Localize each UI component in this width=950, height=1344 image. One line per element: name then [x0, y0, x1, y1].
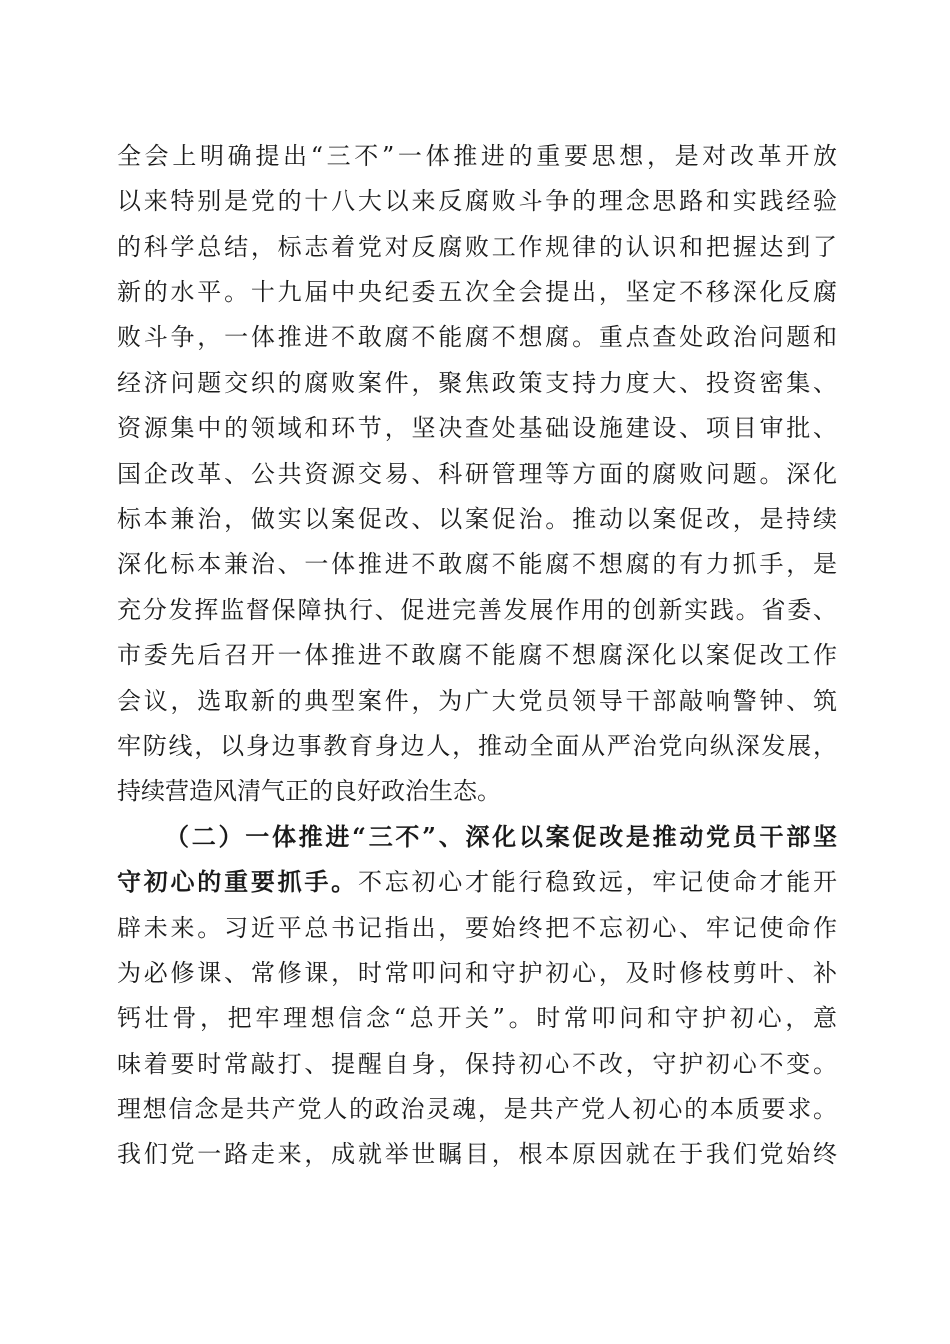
- body-text-line: 会议，选取新的典型案件，为广大党员领导干部敲响警钟、筑: [117, 687, 837, 715]
- body-text-line: 市委先后召开一体推进不敢腐不能腐不想腐深化以案促改工作: [117, 641, 837, 669]
- section-heading-text-end: 守初心的重要抓手。: [117, 867, 358, 896]
- body-text-line: 新的水平。十九届中央纪委五次全会提出，坚定不移深化反腐: [117, 278, 837, 306]
- body-text-line: 资源集中的领域和环节，坚决查处基础设施建设、项目审批、: [117, 414, 837, 442]
- body-text-line: 牢防线，以身边事教育身边人，推动全面从严治党向纵深发展，: [117, 732, 837, 760]
- body-text-line: 持续营造风清气正的良好政治生态。: [117, 777, 501, 805]
- section-heading-line: [165, 817, 837, 857]
- body-text-line: 标本兼治，做实以案促改、以案促治。推动以案促改，是持续: [117, 505, 837, 533]
- section-heading-continuation-line: [117, 862, 837, 902]
- body-text-line: 辟未来。习近平总书记指出，要始终把不忘初心、牢记使命作: [117, 914, 837, 942]
- body-text-line: 经济问题交织的腐败案件，聚焦政策支持力度大、投资密集、: [117, 369, 837, 397]
- body-text-line: 以来特别是党的十八大以来反腐败斗争的理念思路和实践经验: [117, 187, 837, 215]
- section-heading-text: （二）一体推进“三不”、深化以案促改是推动党员干部坚: [165, 822, 837, 851]
- body-text-line: 我们党一路走来，成就举世瞩目，根本原因就在于我们党始终: [117, 1140, 837, 1168]
- body-text-line: 为必修课、常修课，时常叩问和守护初心，及时修枝剪叶、补: [117, 959, 837, 987]
- body-text-line: 全会上明确提出“三不”一体推进的重要思想，是对改革开放: [117, 142, 837, 170]
- body-text-line: 理想信念是共产党人的政治灵魂，是共产党人初心的本质要求。: [117, 1095, 837, 1123]
- body-text-line: 钙壮骨，把牢理想信念“总开关”。时常叩问和守护初心，意: [117, 1004, 837, 1032]
- body-text-line: 深化标本兼治、一体推进不敢腐不能腐不想腐的有力抓手，是: [117, 550, 837, 578]
- body-text-line: 的科学总结，标志着党对反腐败工作规律的认识和把握达到了: [117, 233, 837, 261]
- section-body-text: 不忘初心才能行稳致远，牢记使命才能开: [357, 868, 838, 896]
- body-text-line: 败斗争，一体推进不敢腐不能腐不想腐。重点查处政治问题和: [117, 323, 837, 351]
- body-text-line: 充分发挥监督保障执行、促进完善发展作用的创新实践。省委、: [117, 596, 837, 624]
- body-text-line: 国企改革、公共资源交易、科研管理等方面的腐败问题。深化: [117, 460, 837, 488]
- body-text-line: 味着要时常敲打、提醒自身，保持初心不改，守护初心不变。: [117, 1050, 837, 1078]
